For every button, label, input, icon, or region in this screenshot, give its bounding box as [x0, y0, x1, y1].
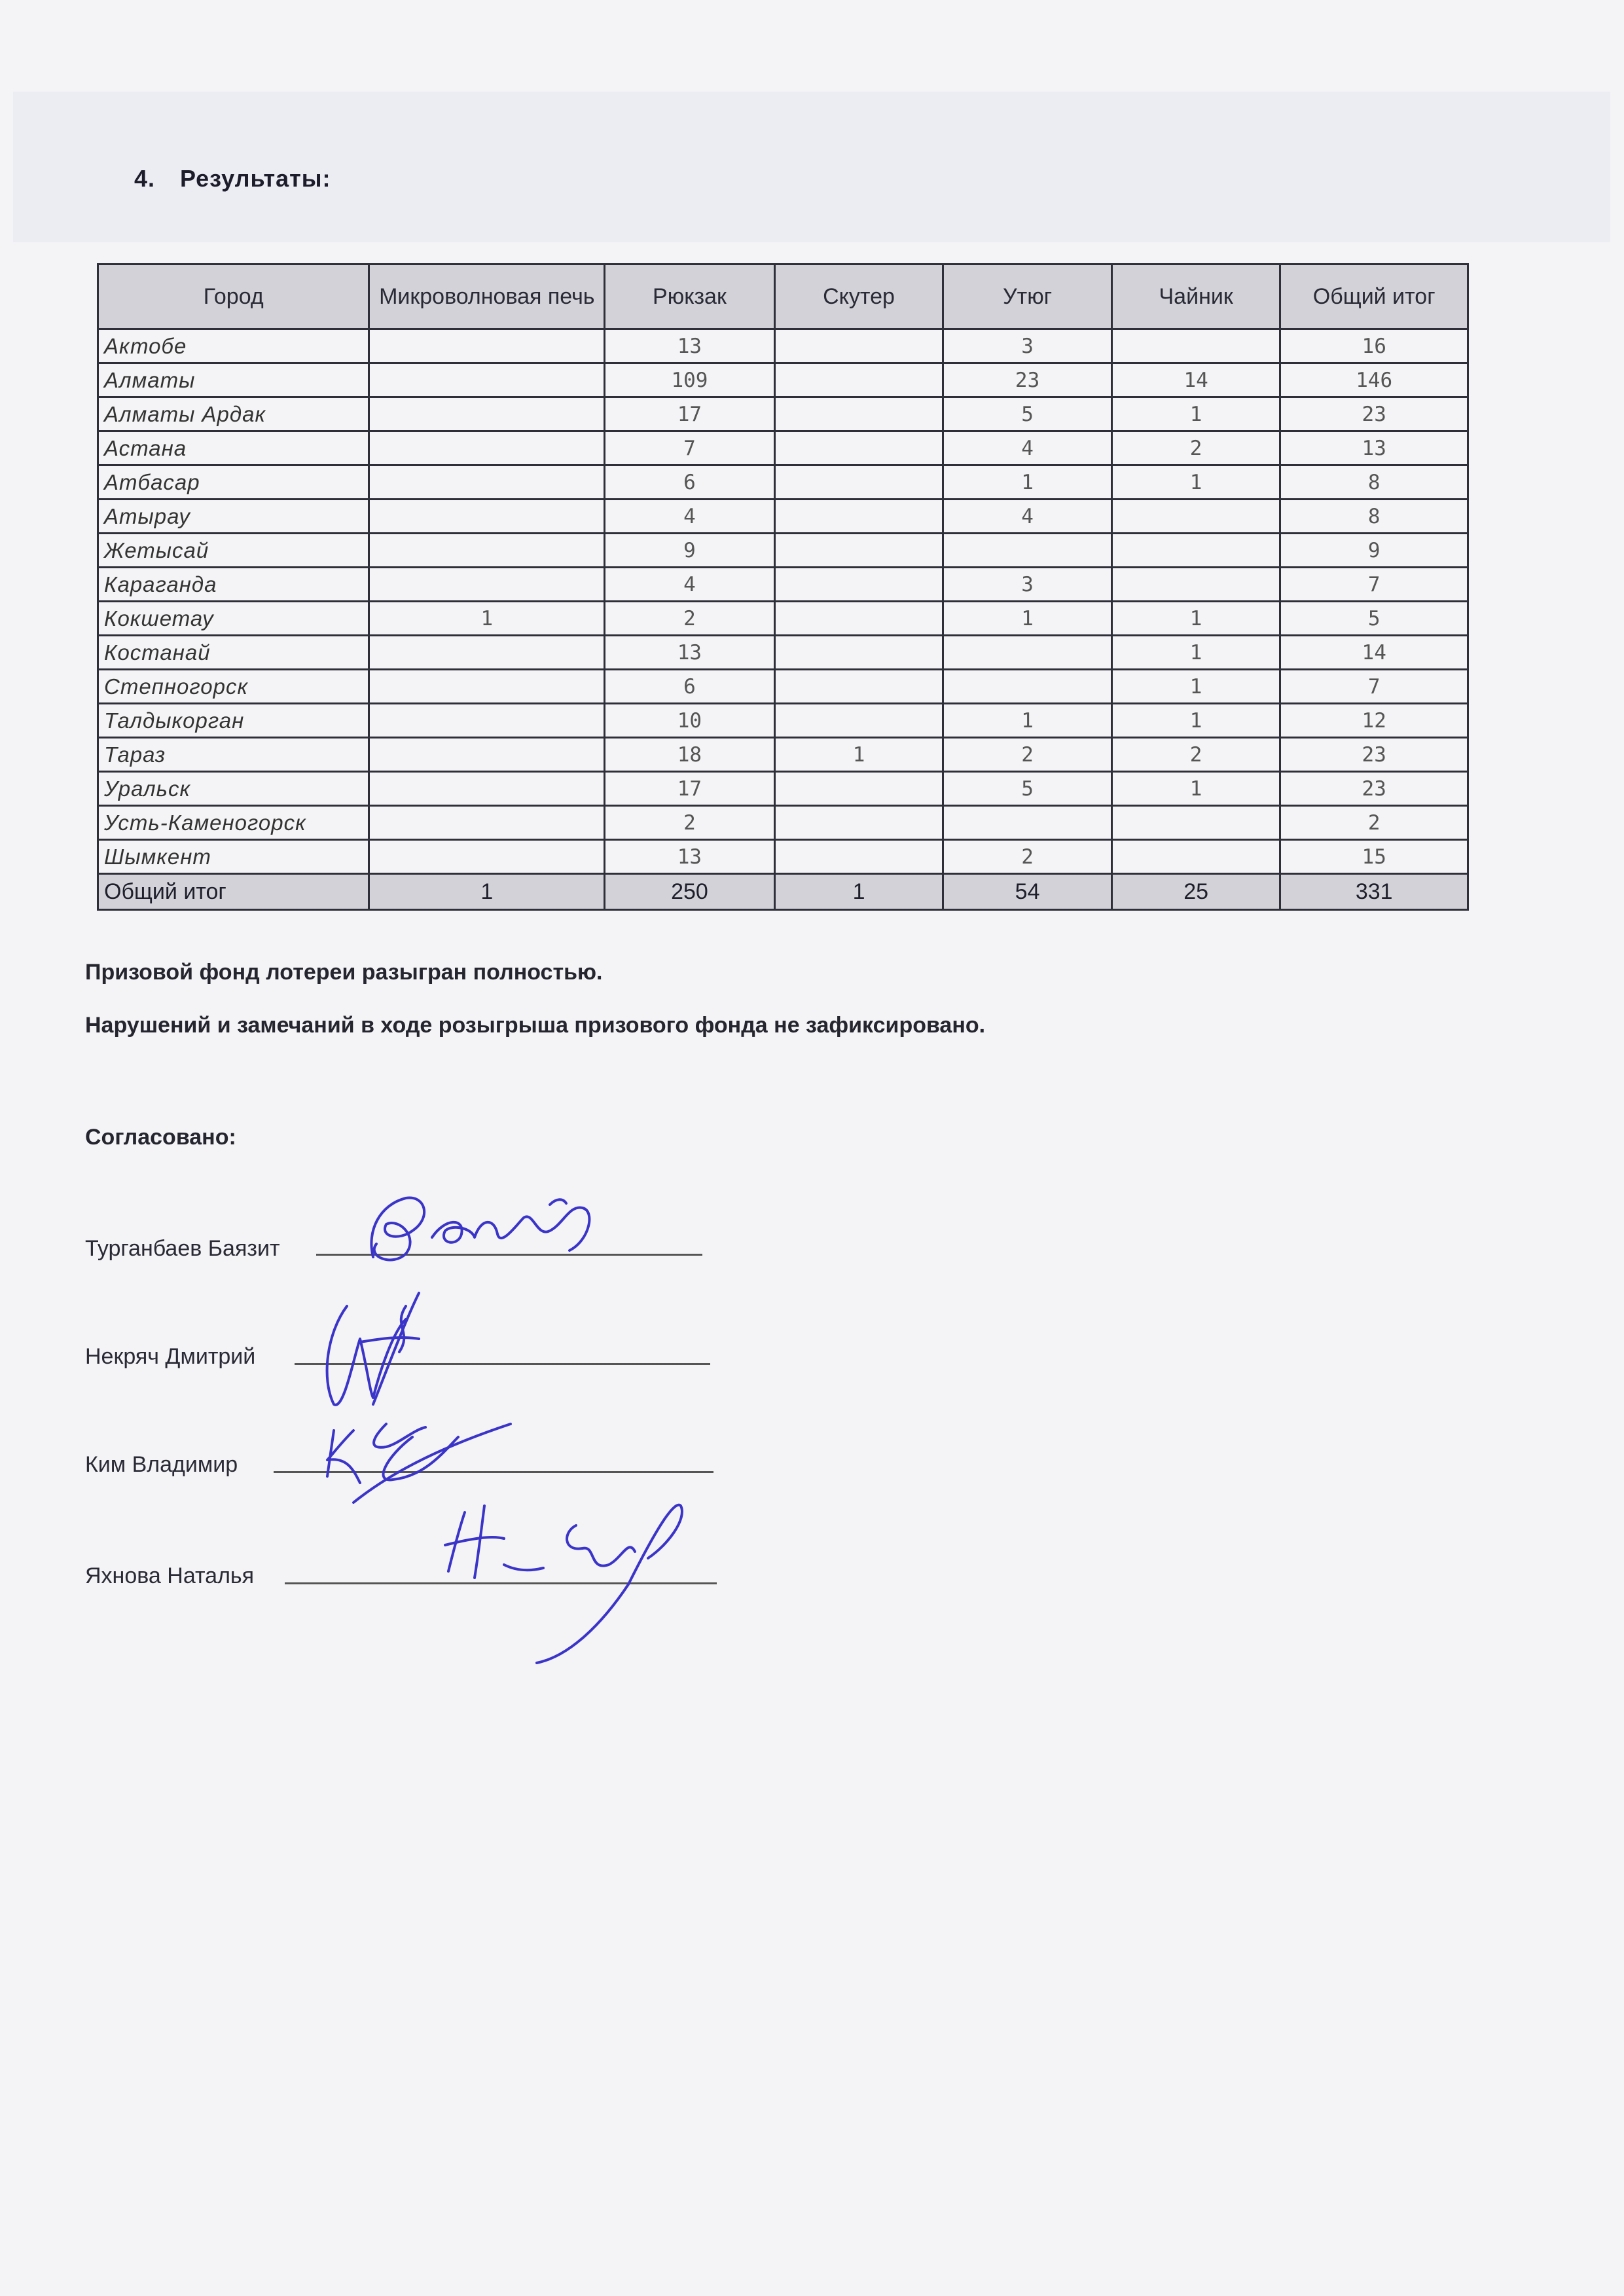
city-cell: Атырау: [98, 500, 369, 534]
microwave-cell: [369, 500, 605, 534]
microwave-cell: [369, 568, 605, 602]
kettle-cell: 1: [1111, 636, 1280, 670]
kettle-cell: 1: [1111, 465, 1280, 500]
total-cell: 23: [1280, 397, 1468, 431]
table-row: [98, 363, 1468, 397]
signature-4: [432, 1493, 713, 1663]
table-row: [98, 772, 1468, 806]
city-cell: Жетысай: [98, 534, 369, 568]
kettle-cell: 1: [1111, 772, 1280, 806]
backpack-cell: 13: [605, 329, 775, 363]
header-microwave: Микроволновая печь: [369, 264, 605, 329]
city-cell: Актобе: [98, 329, 369, 363]
table-row: [98, 670, 1468, 704]
iron-cell: 23: [943, 363, 1111, 397]
scooter-cell: [774, 465, 943, 500]
microwave-cell: [369, 738, 605, 772]
table-row: [98, 636, 1468, 670]
microwave-cell: [369, 534, 605, 568]
microwave-cell: [369, 397, 605, 431]
scooter-cell: [774, 431, 943, 465]
city-cell: Астана: [98, 431, 369, 465]
table-row: [98, 397, 1468, 431]
signatory-name-1: Турганбаев Баязит: [85, 1236, 280, 1261]
table-row: [98, 568, 1468, 602]
backpack-cell: 2: [605, 806, 775, 840]
backpack-cell: 17: [605, 772, 775, 806]
total-backpack: 250: [605, 874, 775, 910]
city-cell: Талдыкорган: [98, 704, 369, 738]
kettle-cell: 1: [1111, 670, 1280, 704]
scooter-cell: [774, 602, 943, 636]
total-cell: 16: [1280, 329, 1468, 363]
total-cell: 23: [1280, 738, 1468, 772]
microwave-cell: [369, 704, 605, 738]
signature-1: [353, 1178, 615, 1283]
total-cell: 12: [1280, 704, 1468, 738]
header-total: Общий итог: [1280, 264, 1468, 329]
statement-no-violations: Нарушений и замечаний в ходе розыгрыша призового фонда не зафиксировано.: [85, 1013, 986, 1038]
iron-cell: 2: [943, 840, 1111, 874]
scooter-cell: [774, 500, 943, 534]
table-row: [98, 431, 1468, 465]
microwave-cell: [369, 465, 605, 500]
city-cell: Костанай: [98, 636, 369, 670]
microwave-cell: [369, 636, 605, 670]
total-cell: 15: [1280, 840, 1468, 874]
kettle-cell: [1111, 500, 1280, 534]
header-iron: Утюг: [943, 264, 1111, 329]
total-cell: 7: [1280, 670, 1468, 704]
total-cell: 146: [1280, 363, 1468, 397]
iron-cell: [943, 670, 1111, 704]
total-cell: 7: [1280, 568, 1468, 602]
signatory-name-2: Некряч Дмитрий: [85, 1344, 256, 1369]
backpack-cell: 6: [605, 465, 775, 500]
table-row: [98, 738, 1468, 772]
scooter-cell: [774, 772, 943, 806]
total-cell: 14: [1280, 636, 1468, 670]
iron-cell: 1: [943, 465, 1111, 500]
header-kettle: Чайник: [1111, 264, 1280, 329]
section-heading: [134, 165, 331, 192]
kettle-cell: 1: [1111, 602, 1280, 636]
kettle-cell: 2: [1111, 431, 1280, 465]
total-scooter: 1: [774, 874, 943, 910]
kettle-cell: [1111, 534, 1280, 568]
total-row-label: Общий итог: [98, 874, 369, 910]
total-iron: 54: [943, 874, 1111, 910]
city-cell: Тараз: [98, 738, 369, 772]
table-row: [98, 534, 1468, 568]
backpack-cell: 2: [605, 602, 775, 636]
scooter-cell: [774, 568, 943, 602]
backpack-cell: 7: [605, 431, 775, 465]
total-grand: 331: [1280, 874, 1468, 910]
kettle-cell: 1: [1111, 704, 1280, 738]
iron-cell: 4: [943, 500, 1111, 534]
backpack-cell: 4: [605, 568, 775, 602]
scooter-cell: [774, 363, 943, 397]
microwave-cell: 1: [369, 602, 605, 636]
scooter-cell: [774, 534, 943, 568]
total-cell: 9: [1280, 534, 1468, 568]
table-row: [98, 602, 1468, 636]
table-row: [98, 500, 1468, 534]
backpack-cell: 109: [605, 363, 775, 397]
iron-cell: 5: [943, 397, 1111, 431]
table-row: [98, 840, 1468, 874]
backpack-cell: 9: [605, 534, 775, 568]
iron-cell: 3: [943, 568, 1111, 602]
section-number: 4.: [134, 165, 156, 192]
kettle-cell: 1: [1111, 397, 1280, 431]
city-cell: Алматы: [98, 363, 369, 397]
microwave-cell: [369, 840, 605, 874]
city-cell: Алматы Ардак: [98, 397, 369, 431]
iron-cell: 5: [943, 772, 1111, 806]
signatory-name-4: Яхнова Наталья: [85, 1563, 255, 1588]
scooter-cell: [774, 806, 943, 840]
microwave-cell: [369, 806, 605, 840]
iron-cell: [943, 636, 1111, 670]
backpack-cell: 17: [605, 397, 775, 431]
city-cell: Атбасар: [98, 465, 369, 500]
city-cell: Кокшетау: [98, 602, 369, 636]
scooter-cell: [774, 840, 943, 874]
city-cell: Уральск: [98, 772, 369, 806]
scooter-cell: [774, 636, 943, 670]
total-kettle: 25: [1111, 874, 1280, 910]
backpack-cell: 13: [605, 636, 775, 670]
table-row: [98, 704, 1468, 738]
iron-cell: 4: [943, 431, 1111, 465]
header-backpack: Рюкзак: [605, 264, 775, 329]
scooter-cell: [774, 670, 943, 704]
table-header-row: [98, 264, 1468, 329]
iron-cell: 2: [943, 738, 1111, 772]
table-row: [98, 465, 1468, 500]
table-total-row: [98, 874, 1468, 910]
microwave-cell: [369, 431, 605, 465]
total-cell: 5: [1280, 602, 1468, 636]
approval-label: Согласовано:: [85, 1125, 236, 1150]
table-row: [98, 806, 1468, 840]
total-cell: 13: [1280, 431, 1468, 465]
section-title: Результаты:: [180, 165, 331, 192]
scooter-cell: [774, 704, 943, 738]
signature-2: [308, 1280, 452, 1411]
microwave-cell: [369, 670, 605, 704]
header-city: Город: [98, 264, 369, 329]
total-cell: 8: [1280, 500, 1468, 534]
total-microwave: 1: [369, 874, 605, 910]
backpack-cell: 10: [605, 704, 775, 738]
signatory-name-3: Ким Владимир: [85, 1452, 238, 1477]
scooter-cell: [774, 397, 943, 431]
backpack-cell: 13: [605, 840, 775, 874]
kettle-cell: [1111, 806, 1280, 840]
total-cell: 23: [1280, 772, 1468, 806]
city-cell: Шымкент: [98, 840, 369, 874]
kettle-cell: 14: [1111, 363, 1280, 397]
backpack-cell: 4: [605, 500, 775, 534]
city-cell: Караганда: [98, 568, 369, 602]
total-cell: 2: [1280, 806, 1468, 840]
backpack-cell: 18: [605, 738, 775, 772]
city-cell: Усть-Каменогорск: [98, 806, 369, 840]
kettle-cell: [1111, 329, 1280, 363]
kettle-cell: 2: [1111, 738, 1280, 772]
iron-cell: 3: [943, 329, 1111, 363]
backpack-cell: 6: [605, 670, 775, 704]
microwave-cell: [369, 329, 605, 363]
iron-cell: [943, 534, 1111, 568]
microwave-cell: [369, 772, 605, 806]
iron-cell: 1: [943, 602, 1111, 636]
microwave-cell: [369, 363, 605, 397]
kettle-cell: [1111, 840, 1280, 874]
scooter-cell: 1: [774, 738, 943, 772]
total-cell: 8: [1280, 465, 1468, 500]
iron-cell: [943, 806, 1111, 840]
table-row: [98, 329, 1468, 363]
city-cell: Степногорск: [98, 670, 369, 704]
header-scooter: Скутер: [774, 264, 943, 329]
results-table: [97, 263, 1469, 911]
statement-fund-drawn: Призовой фонд лотереи разыгран полностью.: [85, 960, 603, 985]
iron-cell: 1: [943, 704, 1111, 738]
scooter-cell: [774, 329, 943, 363]
kettle-cell: [1111, 568, 1280, 602]
